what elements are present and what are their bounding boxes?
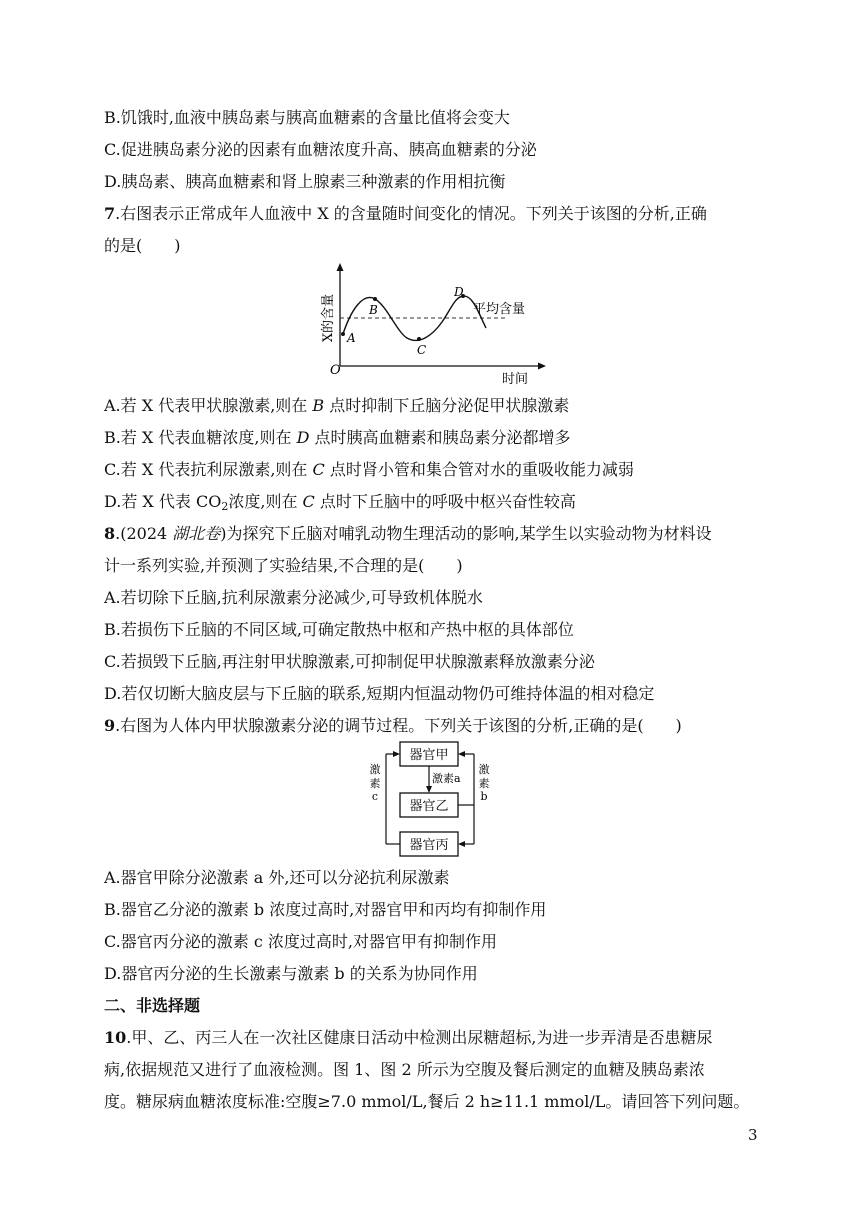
arrow-hormone-a (426, 786, 432, 793)
organ-yi-label: 器官乙 (409, 799, 449, 814)
q9-stem: 9.右图为人体内甲状腺激素分泌的调节过程。下列关于该图的分析,正确的是( ) (104, 716, 682, 735)
organ-jia-label: 器官甲 (409, 748, 449, 763)
hormone-c-label-2: 素 (369, 777, 381, 790)
q8-number: 8 (104, 524, 116, 543)
q7-label-c: C (417, 343, 427, 357)
q9-option-d: D.器官丙分泌的生长激素与激素 b 的关系为协同作用 (104, 964, 478, 983)
hormone-b-label-2: 素 (478, 777, 490, 790)
q6-option-b: B.饥饿时,血液中胰岛素与胰高血糖素的含量比值将会变大 (104, 108, 510, 127)
q7-label-d: D (454, 285, 464, 299)
hormone-c-label-1: 激 (369, 763, 381, 776)
q7-option-c: C.若 X 代表抗利尿激素,则在 C 点时肾小管和集合管对水的重吸收能力减弱 (104, 460, 634, 479)
q7-y-axis-label: X的含量 (321, 293, 336, 343)
q7-origin-label: O (330, 363, 341, 378)
q8-source: 湖北卷 (172, 524, 221, 543)
q10-number: 10 (104, 1028, 127, 1047)
arrow-hormone-b-to-bing (458, 841, 465, 847)
q7-x-axis-arrow (538, 363, 546, 370)
q8-option-c: C.若损毁下丘脑,再注射甲状腺激素,可抑制促甲状腺激素释放激素分泌 (104, 652, 595, 671)
q7-option-a: A.若 X 代表甲状腺激素,则在 B 点时抑制下丘脑分泌促甲状腺激素 (104, 396, 570, 415)
organ-bing-label: 器官丙 (409, 838, 449, 853)
q7-label-a: A (347, 331, 356, 345)
q7-y-axis-arrow (337, 263, 344, 271)
q9-figure-diagram (360, 738, 500, 862)
q10-line3: 度。糖尿病血糖浓度标准:空腹≥7.0 mmol/L,餐后 2 h≥11.1 mmol/L。请回答下列问题。 (104, 1092, 750, 1111)
q8-option-d: D.若仅切断大脑皮层与下丘脑的联系,短期内恒温动物仍可维持体温的相对稳定 (104, 684, 655, 703)
q9-option-c: C.器官丙分泌的激素 c 浓度过高时,对器官甲有抑制作用 (104, 932, 497, 951)
q7-point-c (417, 337, 421, 341)
q9-option-a: A.器官甲除分泌激素 a 外,还可以分泌抗利尿激素 (104, 868, 450, 887)
q9-option-b: B.器官乙分泌的激素 b 浓度过高时,对器官甲和丙均有抑制作用 (104, 900, 547, 919)
q7-point-a (341, 332, 345, 336)
q8-option-b: B.若损伤下丘脑的不同区域,可确定散热中枢和产热中枢的具体部位 (104, 620, 574, 639)
q7-number: 7 (104, 204, 116, 223)
q8-option-a: A.若切除下丘脑,抗利尿激素分泌减少,可导致机体脱水 (104, 588, 483, 607)
q8-stem-line1: 8.(2024 湖北卷)为探究下丘脑对哺乳动物生理活动的影响,某学生以实验动物为材料设 (104, 524, 712, 543)
q7-figure-chart (318, 262, 548, 388)
hormone-b-label-1: 激 (478, 763, 490, 776)
q8-stem-line2: 计一系列实验,并预测了实验结果,不合理的是( ) (104, 556, 463, 575)
section-heading: 二、非选择题 (104, 996, 201, 1015)
hormone-c-label-3: c (371, 790, 379, 803)
q7-x-axis-label: 时间 (502, 372, 529, 387)
q7-stem-line1 (104, 202, 707, 226)
q7-option-d: D.若 X 代表 $CO_2$浓度,则在 C 点时下丘脑中的呼吸中枢兴奋性较高 (104, 492, 576, 513)
q7-point-b (373, 297, 377, 301)
q10-line2: 病,依据规范又进行了血液检测。图 1、图 2 所示为空腹及餐后测定的血糖及胰岛素浓 (104, 1060, 705, 1079)
q7-average-label: 平均含量 (473, 302, 526, 317)
hormone-a-label: 激素a (432, 772, 461, 785)
q7-option-b: B.若 X 代表血糖浓度,则在 D 点时胰高血糖素和胰岛素分泌都增多 (104, 428, 571, 447)
q7-stem-line2: 的是( ) (104, 236, 181, 255)
q6-option-c: C.促进胰岛素分泌的因素有血糖浓度升高、胰高血糖素的分泌 (104, 140, 537, 159)
q9-number: 9 (104, 716, 116, 735)
q10-line1: 10.甲、乙、丙三人在一次社区健康日活动中检测出尿糖超标,为进一步弄清是否患糖尿 (104, 1028, 713, 1047)
hormone-b-label-3: b (480, 790, 488, 803)
q6-option-d: D.胰岛素、胰高血糖素和肾上腺素三种激素的作用相抗衡 (104, 172, 506, 191)
page-number: 3 (748, 1126, 758, 1144)
arrow-hormone-c-to-jia (393, 751, 400, 757)
q7-stem-text: .右图表示正常成年人血液中 X 的含量随时间变化的情况。下列关于该图的分析,正确 (115, 204, 707, 223)
q7-label-b: B (369, 303, 378, 317)
arrow-hormone-b-to-jia (458, 751, 465, 757)
